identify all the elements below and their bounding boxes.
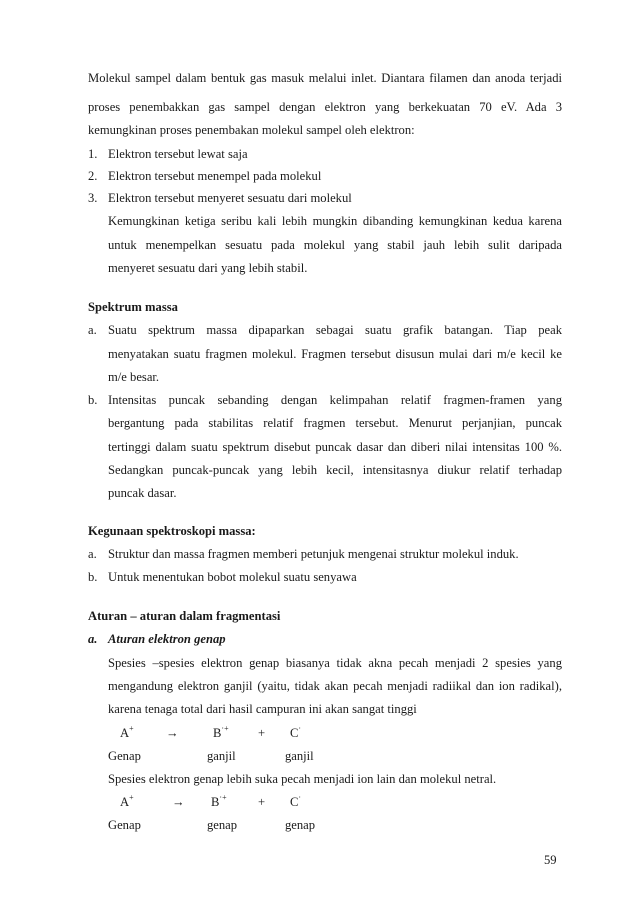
- list-number: b.: [88, 570, 98, 584]
- equation-label: genap: [207, 818, 238, 832]
- spektrum-b-line-4: Sedangkan puncak-puncak yang lebih kecil, intensitasnya diukur relatif terhadap: [108, 463, 562, 477]
- list-number: b.: [88, 393, 98, 407]
- spektrum-b-line-1: Intensitas puncak sebanding dengan kelimpahan relatif fragmen-framen yang: [108, 393, 562, 407]
- equation-label: ganjil: [207, 749, 236, 763]
- equation-product-b: B·+: [211, 793, 227, 809]
- list-number: 1.: [88, 147, 98, 161]
- note-line-3: menyeret sesuatu dari yang lebih stabil.: [108, 261, 308, 275]
- list-number: 3.: [88, 191, 98, 205]
- equation-plus: +: [258, 726, 266, 740]
- list-number: a.: [88, 323, 97, 337]
- intro-line-2: proses penembakkan gas sampel dengan elektron yang berkekuatan 70 eV. Ada 3: [88, 100, 562, 114]
- spektrum-b-line-2: bergantung pada stabilitas relatif fragmen tersebut. Menurut perjanjian, puncak: [108, 416, 562, 430]
- list-item: Elektron tersebut lewat saja: [108, 147, 248, 161]
- note-line-2: untuk menempelkan sesuatu pada molekul yang stabil jauh lebih sulit daripada: [108, 238, 562, 252]
- list-item: Untuk menentukan bobot molekul suatu senyawa: [108, 570, 357, 584]
- intro-line-3: kemungkinan proses penembakan molekul sampel oleh elektron:: [88, 123, 415, 137]
- equation-arrow: →: [166, 726, 179, 740]
- list-item: Elektron tersebut menempel pada molekul: [108, 169, 322, 183]
- equation-label: genap: [285, 818, 316, 832]
- section-heading-aturan: Aturan – aturan dalam fragmentasi: [88, 609, 281, 623]
- equation-reactant: A+: [120, 724, 134, 740]
- spektrum-b-line-3: tertinggi dalam suatu spektrum disebut puncak dasar dan diberi nilai intensitas 100 %.: [108, 440, 562, 454]
- list-number: a.: [88, 547, 97, 561]
- list-number: 2.: [88, 169, 98, 183]
- aturan-p2: Spesies elektron genap lebih suka pecah menjadi ion lain dan molekul netral.: [108, 772, 497, 786]
- equation-label: Genap: [108, 818, 141, 832]
- equation-arrow: →: [172, 795, 185, 809]
- aturan-p1-line-2: mengandung elektron ganjil (yaitu, tidak akan pecah menjadi radiikal dan ion radikal),: [108, 679, 562, 693]
- list-item: Struktur dan massa fragmen memberi petunjuk mengenai struktur molekul induk.: [108, 547, 519, 561]
- equation-label: ganjil: [285, 749, 314, 763]
- equation-plus: +: [258, 795, 266, 809]
- section-heading-spektrum: Spektrum massa: [88, 300, 178, 314]
- page-number: 59: [544, 853, 557, 867]
- equation-reactant: A+: [120, 793, 134, 809]
- section-heading-kegunaan: Kegunaan spektroskopi massa:: [88, 524, 256, 538]
- intro-line-1: Molekul sampel dalam bentuk gas masuk melalui inlet. Diantara filamen dan anoda terjadi: [88, 71, 562, 85]
- aturan-p1-line-3: karena tenaga total dari hasil campuran ini akan sangat tinggi: [108, 702, 417, 716]
- equation-label: Genap: [108, 749, 141, 763]
- equation-product-c: C·: [290, 793, 302, 809]
- subsection-heading: Aturan elektron genap: [108, 632, 226, 646]
- list-item: Elektron tersebut menyeret sesuatu dari molekul: [108, 191, 352, 205]
- list-number: a.: [88, 632, 98, 646]
- spektrum-b-line-5: puncak dasar.: [108, 486, 177, 500]
- note-line-1: Kemungkinan ketiga seribu kali lebih mungkin dibanding kemungkinan kedua karena: [108, 214, 562, 228]
- spektrum-a-line-3: m/e besar.: [108, 370, 160, 384]
- spektrum-a-line-2: menyatakan suatu fragmen molekul. Fragmen tersebut disusun mulai dari m/e kecil ke: [108, 347, 562, 361]
- spektrum-a-line-1: Suatu spektrum massa dipaparkan sebagai suatu grafik batangan. Tiap peak: [108, 323, 562, 337]
- aturan-p1-line-1: Spesies –spesies elektron genap biasanya tidak akna pecah menjadi 2 spesies yang: [108, 656, 562, 670]
- equation-product-b: B·+: [213, 724, 229, 740]
- equation-product-c: C·: [290, 724, 302, 740]
